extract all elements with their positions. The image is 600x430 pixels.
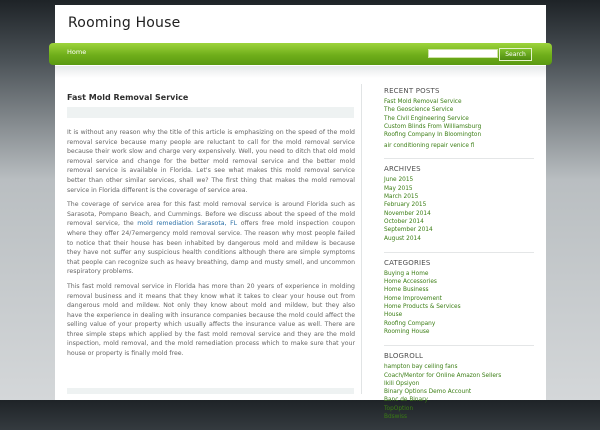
sidebar-link[interactable]: Banc de Binary: [384, 397, 428, 404]
nav-bar: [49, 43, 552, 65]
sidebar-link[interactable]: Binary Options Demo Account: [384, 389, 472, 396]
sidebar-link[interactable]: Ikili Opsiyon: [384, 380, 420, 387]
sidebar-extra-link[interactable]: air conditioning repair venice fl: [384, 143, 475, 150]
sidebar-link[interactable]: October 2014: [384, 218, 424, 225]
sidebar-link[interactable]: Custom Blinds From Williamsburg: [384, 123, 482, 130]
sidebar-link[interactable]: February 2015: [384, 202, 427, 209]
sidebar-link[interactable]: May 2015: [384, 185, 413, 192]
sidebar-link[interactable]: Home Improvement: [384, 295, 442, 302]
header-shadow: [55, 66, 546, 78]
blogroll-title: BLOGROLL: [384, 352, 424, 361]
site-title[interactable]: Rooming House: [68, 15, 181, 31]
recent-posts-list: [384, 98, 540, 139]
post-footer-bar: [67, 388, 354, 394]
page: [55, 5, 546, 421]
sidebar-link[interactable]: Home Products & Services: [384, 304, 461, 311]
search-input[interactable]: [428, 49, 498, 58]
archives-title: ARCHIVES: [384, 165, 421, 174]
sidebar-divider: [384, 158, 534, 159]
sidebar-link[interactable]: The Geoscience Service: [384, 107, 454, 114]
recent-posts-title: RECENT POSTS: [384, 87, 440, 95]
sidebar-link[interactable]: Bdswiss: [384, 414, 408, 421]
post-title[interactable]: Fast Mold Removal Service: [67, 93, 189, 102]
archives-list: [384, 176, 540, 242]
sidebar-divider: [384, 252, 534, 253]
categories-title: CATEGORIES: [384, 258, 431, 267]
search-button[interactable]: Search: [499, 48, 532, 61]
sidebar-link[interactable]: Buying a Home: [384, 270, 429, 277]
sidebar-link[interactable]: November 2014: [384, 210, 431, 217]
post-meta-bar: [67, 107, 354, 118]
mold-remediation-link[interactable]: mold remediation Sarasota, FL: [137, 220, 238, 228]
sidebar-link[interactable]: March 2015: [384, 194, 419, 201]
sidebar-link[interactable]: Roofing Company In Bloomington: [384, 132, 482, 139]
nav-home-link[interactable]: Home: [67, 48, 87, 56]
sidebar-link[interactable]: hampton bay ceiling fans: [384, 364, 458, 371]
sidebar-link[interactable]: TopOption: [384, 405, 414, 412]
blogroll-list: [384, 363, 540, 421]
sidebar-link[interactable]: The Civil Engineering Service: [384, 115, 469, 122]
sidebar-link[interactable]: Home Accessories: [384, 279, 437, 286]
post-paragraph: It is without any reason why the title of this article is emphasizing on the speed of the mold removal service because many people are reluctant to call for the mold removal service because their work slow and charge very expensively. Well, you need to ditch that old mold removal service and change for the better mold removal service and the better mold removal service is available in Florida. Let's see what makes this mold removal service better than other similar services, shall we? The first thing that makes the mold removal service in Florida different is the coverage of service area.: [67, 129, 355, 194]
sidebar-link[interactable]: June 2015: [384, 177, 414, 184]
categories-list: [384, 270, 540, 336]
sidebar-link[interactable]: Home Business: [384, 287, 429, 294]
sidebar-link[interactable]: House: [384, 312, 403, 319]
sidebar-link[interactable]: August 2014: [384, 235, 421, 242]
post-paragraph: The coverage of service area for this fast mold removal service is around Florida such as Sarasota, Pompano Beach, and Cummings. Before we discuss about the speed of the mold removal service, the mold remediation Sarasota, FL offers free mold inspection coupon where they offer 24/7emergency mold removal service. The reason why most people failed to notice that their house has been inhabited by dangerous mold and mildew is because they have not suffer any suspicious health conditions although there are simple symptoms that people can recognize such as heavy breathing, damp and musty smell, and uncommon respiratory problems.: [67, 201, 355, 276]
sidebar: [384, 87, 540, 430]
sidebar-link[interactable]: Roofing Company: [384, 320, 436, 327]
sidebar-link[interactable]: Rooming House: [384, 328, 430, 335]
post-paragraph: This fast mold removal service in Florida has more than 20 years of experience in molding removal business and it means that they know what it takes to clear your house out from dangerous mold and mildew. Not only they know about mold and mildew, but they also have the experience in dealing with insurance companies because the mold could affect the selling value of your property which usually affects the insurance value as well. There are three simple steps which applied by the fast mold removal service and they are the mold inspection, mold removal, and the mold remediation process which to make sure that your house or property is finally mold free.: [67, 282, 355, 358]
sidebar-divider: [384, 345, 534, 346]
sidebar-link[interactable]: Fast Mold Removal Service: [384, 99, 462, 105]
sidebar-link[interactable]: September 2014: [384, 227, 433, 234]
post-body: [67, 128, 355, 364]
sidebar-link[interactable]: Coach/Mentor for Online Amazon Sellers: [384, 372, 502, 379]
main-content: [61, 84, 362, 394]
